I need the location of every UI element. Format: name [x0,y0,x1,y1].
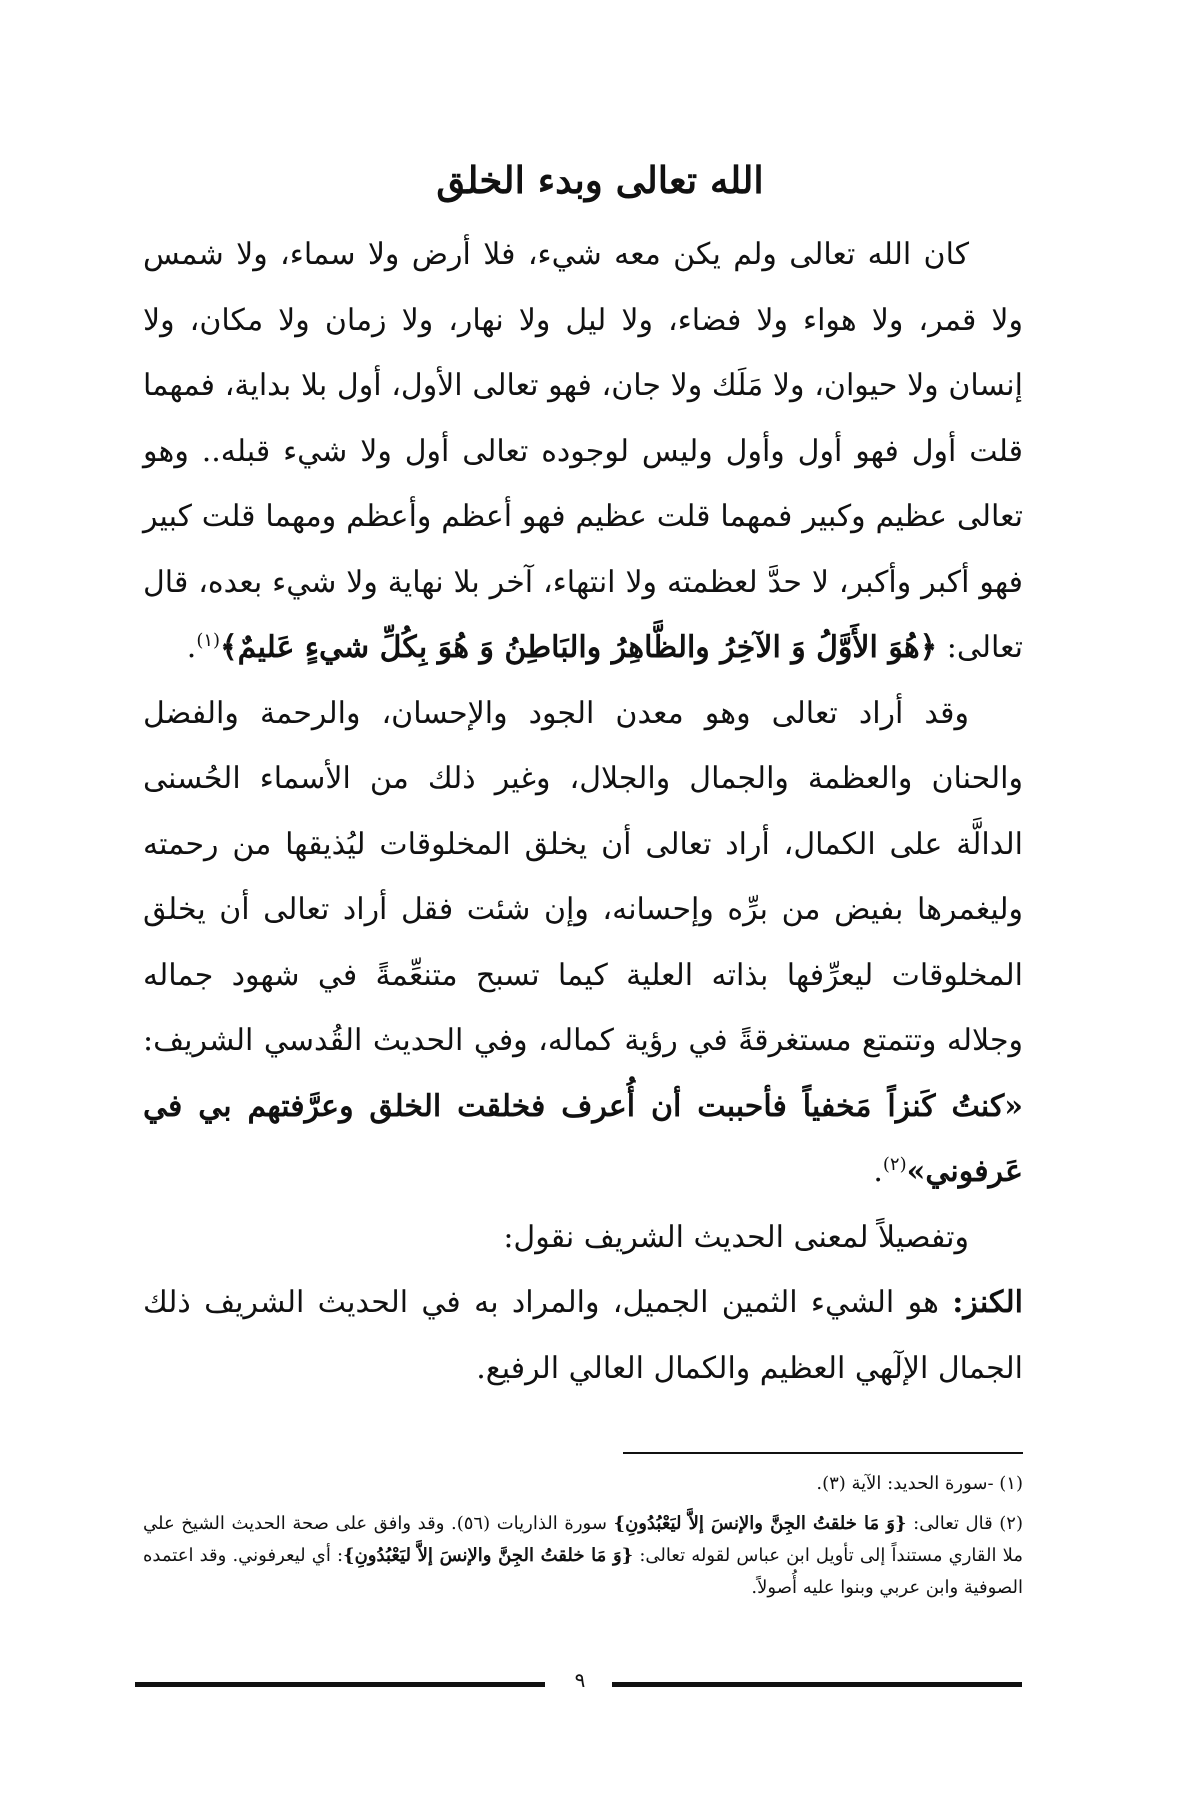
paragraph-4-text: هو الشيء الثمين الجميل، والمراد به في الحديث الشريف ذلك الجمال الإلٓهي العظيم والكمال العالي الرفيع. [143,1285,1023,1386]
paragraph-4 [143,1270,1023,1401]
term-label: الكنز: [952,1285,1023,1320]
paragraph-2-text: وقد أراد تعالى وهو معدن الجود والإحسان، والرحمة والفضل والحنان والعظمة والجمال والجلال، وغير ذلك من الأسماء الحُسنى الدالَّة على الكمال، أراد تعالى أن يخلق المخلوقات ليُذيقها من رحمته وليغمرها بفيض من برِّه وإحسانه، وإن شئت فقل أراد تعالى أن يخلق المخلوقات ليعرِّفها بذاته العلية كيما تسبح متنعِّمةً في شهود جماله وجلاله وتتمتع مستغرقةً في رؤية كماله، وفي الحديث القُدسي الشريف: [143,695,1024,1058]
footnote-2-text-c: : أي ليعرفوني. وقد اعتمده الصوفية وابن عربي وبنوا عليه أُصولاً. [143,1545,1023,1598]
footnotes [143,1468,1023,1612]
bottom-rule-left [135,1682,545,1687]
bottom-rule-right [612,1682,1022,1687]
quran-verse: ﴿هُوَ الأَوَّلُ وَ الآخِرُ والظَّاهِرُ والبَاطِنُ وَ هُوَ بِكُلِّ شيءٍ عَليمٌ﴾ [220,630,938,665]
hadith-quote: «كنتُ كَنزاً مَخفياً فأحببت أن أُعرف فخلقت الخلق وعرَّفتهم بي في عَرفوني» [143,1088,1023,1189]
paragraph-1-end: . [186,630,197,665]
paragraph-1 [143,222,1023,681]
main-text [143,222,1023,1401]
paragraph-3: وتفصيلاً لمعنى الحديث الشريف نقول: [503,1219,969,1255]
footnote-2-text-a: (٢) قال تعالى: [906,1513,1023,1534]
page-number: ٩ [574,1668,586,1692]
footnote-ref-2[interactable]: (٢) [882,1154,907,1175]
paragraph-2-end: . [873,1154,883,1189]
footnote-1: (١) -سورة الحديد: الآية (٣). [816,1473,1023,1494]
paragraph-1-text: كان الله تعالى ولم يكن معه شيء، فلا أرض ولا سماء، ولا شمس ولا قمر، ولا هواء ولا فضاء، ولا ليل ولا نهار، ولا زمان ولا مكان، ولا إنسان ولا حيوان، ولا مَلَك ولا جان، فهو تعالى الأول، أول بلا بداية، فمهما قلت أول فهو أول وأول وليس لوجوده تعالى أول ولا شيء قبله.. وهو تعالى عظيم وكبير فمهما قلت عظيم فهو أعظم وأعظم ومهما قلت كبير فهو أكبر وأكبر، لا حدَّ لعظمته ولا انتهاء، آخر بلا نهاية ولا شيء بعده، قال تعالى: [143,237,1023,665]
footnote-2-text-b: سورة الذاريات (٥٦). وقد وافق على صحة الحديث الشيخ علي ملا القاري مستنداً إلى تأويل ابن عباس لقوله تعالى: [143,1513,1023,1566]
footnote-2-verse-1: {وَ مَا خلقتُ الجِنَّ والإنسَ إلاَّ ليَعْبُدُونِ} [613,1513,907,1534]
footnote-divider [623,1452,1023,1454]
page-title: الله تعالى وبدء الخلق [436,158,764,202]
footnote-ref-1[interactable]: (١) [196,630,221,651]
paragraph-2 [143,681,1023,1205]
footnote-2 [143,1508,1023,1604]
footnote-2-verse-2: {وَ مَا خلقتُ الجِنَّ والإنسَ إلاَّ ليَعْبُدُونِ} [343,1545,634,1566]
